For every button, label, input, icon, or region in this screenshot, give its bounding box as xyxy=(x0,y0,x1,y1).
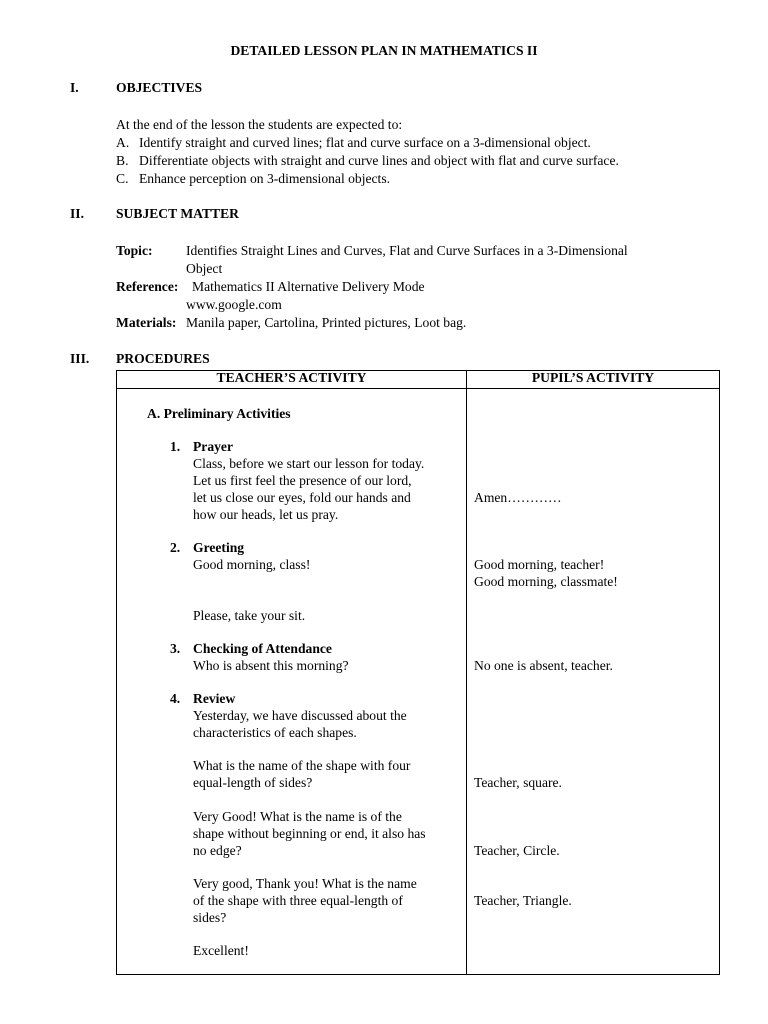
review-question-line: shape without beginning or end, it also has xyxy=(193,826,426,841)
prayer-line: Let us first feel the presence of our lord, xyxy=(193,473,412,488)
table-column-divider xyxy=(466,371,467,974)
attendance-pupil-response: No one is absent, teacher. xyxy=(474,658,613,673)
topic-text-line2: Object xyxy=(186,261,223,276)
greeting-title: Greeting xyxy=(193,540,245,555)
prayer-number: 1. xyxy=(170,439,181,454)
teacher-activity-header: TEACHER’S ACTIVITY xyxy=(216,370,367,385)
preliminary-activities-heading: A. Preliminary Activities xyxy=(147,406,291,421)
objective-c-letter: C. xyxy=(116,171,129,186)
topic-label: Topic: xyxy=(116,243,153,258)
prayer-line: how our heads, let us pray. xyxy=(193,507,339,522)
document-title: DETAILED LESSON PLAN IN MATHEMATICS II xyxy=(230,43,538,58)
review-question-line: Very Good! What is the name is of the xyxy=(193,809,402,824)
materials-label: Materials: xyxy=(116,315,177,330)
objective-a-text: Identify straight and curved lines; flat and curve surface on a 3-dimensional object. xyxy=(139,135,591,150)
objectives-numeral: I. xyxy=(70,80,79,95)
objectives-heading: OBJECTIVES xyxy=(116,80,203,95)
objective-b-text: Differentiate objects with straight and curve lines and object with flat and curve surface. xyxy=(139,153,619,168)
review-intro-line: characteristics of each shapes. xyxy=(193,725,357,740)
prayer-pupil-response: Amen………… xyxy=(474,490,562,505)
procedures-heading: PROCEDURES xyxy=(116,351,210,366)
prayer-line: Class, before we start our lesson for today. xyxy=(193,456,425,471)
objective-c-text: Enhance perception on 3-dimensional objects. xyxy=(139,171,391,186)
review-title: Review xyxy=(193,691,236,706)
greeting-pupil-response: Good morning, classmate! xyxy=(474,574,618,589)
review-intro-line: Yesterday, we have discussed about the xyxy=(193,708,407,723)
review-answer: Teacher, Circle. xyxy=(474,843,560,858)
prayer-line: let us close our eyes, fold our hands and xyxy=(193,490,411,505)
pupil-activity-header: PUPIL’S ACTIVITY xyxy=(531,370,655,385)
reference-text-line1: Mathematics II Alternative Delivery Mode xyxy=(192,279,425,294)
attendance-title: Checking of Attendance xyxy=(193,641,332,656)
greeting-line: Good morning, class! xyxy=(193,557,311,572)
materials-text: Manila paper, Cartolina, Printed pictures, Loot bag. xyxy=(186,315,467,330)
review-answer: Teacher, Triangle. xyxy=(474,893,572,908)
greeting-number: 2. xyxy=(170,540,181,555)
review-question-line: Very good, Thank you! What is the name xyxy=(193,876,417,891)
objective-b-letter: B. xyxy=(116,153,129,168)
review-question-line: no edge? xyxy=(193,843,242,858)
review-number: 4. xyxy=(170,691,181,706)
review-question-line: equal-length of sides? xyxy=(193,775,313,790)
review-question-line: What is the name of the shape with four xyxy=(193,758,411,773)
reference-text-line2: www.google.com xyxy=(186,297,282,312)
greeting-pupil-response: Good morning, teacher! xyxy=(474,557,605,572)
attendance-number: 3. xyxy=(170,641,181,656)
objective-a-letter: A. xyxy=(116,135,130,150)
review-question-line: sides? xyxy=(193,910,227,925)
procedures-table xyxy=(116,370,720,975)
review-question-line: of the shape with three equal-length of xyxy=(193,893,403,908)
topic-text-line1: Identifies Straight Lines and Curves, Flat and Curve Surfaces in a 3-Dimensional xyxy=(186,243,628,258)
review-closing: Excellent! xyxy=(193,943,249,958)
review-answer: Teacher, square. xyxy=(474,775,562,790)
subject-matter-numeral: II. xyxy=(70,206,84,221)
attendance-line: Who is absent this morning? xyxy=(193,658,349,673)
reference-label: Reference: xyxy=(116,279,179,294)
objectives-intro: At the end of the lesson the students are expected to: xyxy=(116,117,403,132)
prayer-title: Prayer xyxy=(193,439,233,454)
procedures-numeral: III. xyxy=(70,351,90,366)
subject-matter-heading: SUBJECT MATTER xyxy=(116,206,240,221)
greeting-line: Please, take your sit. xyxy=(193,608,306,623)
